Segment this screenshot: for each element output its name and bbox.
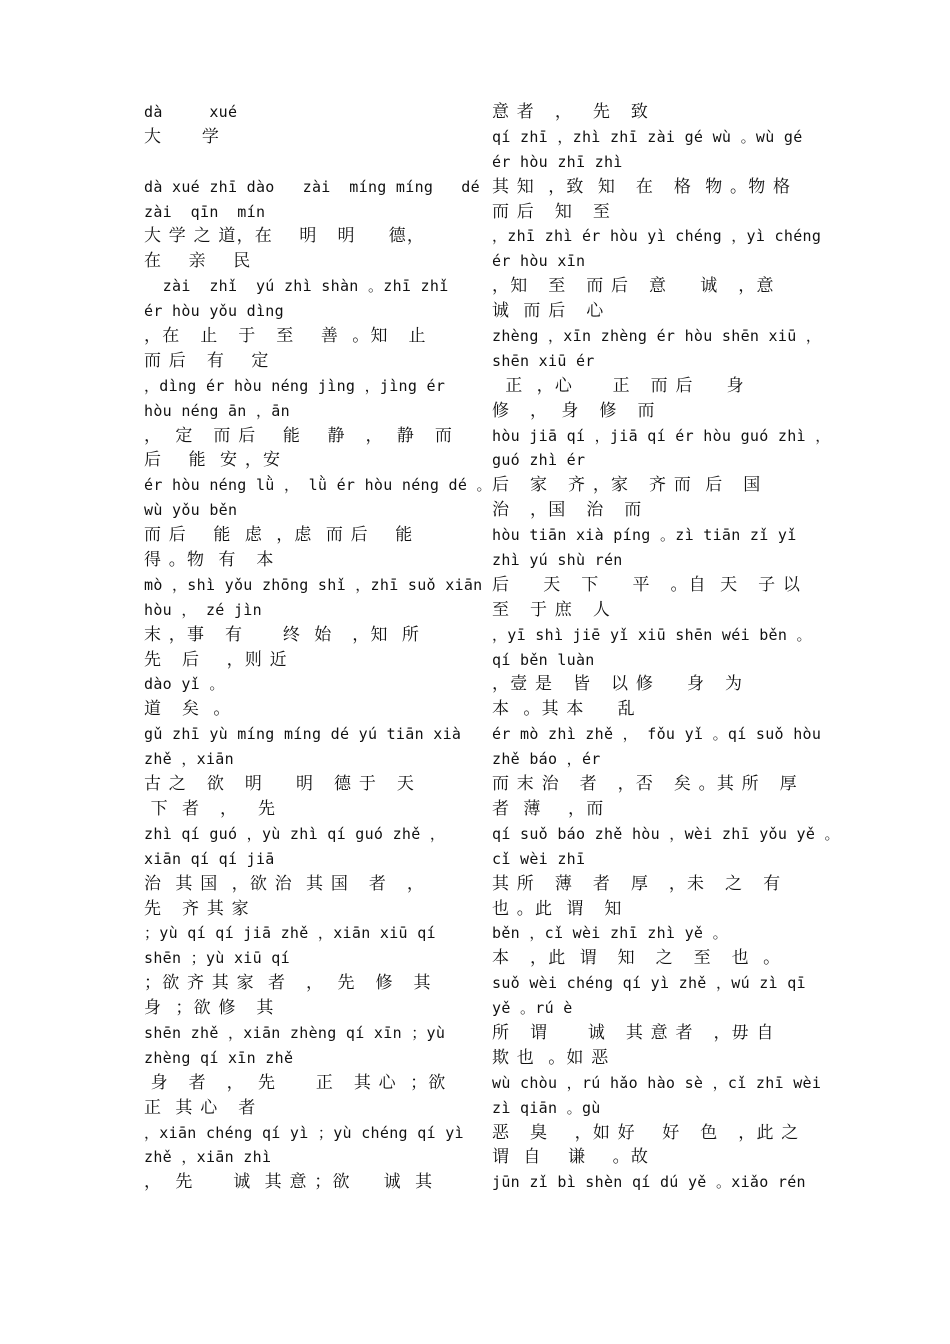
pinyin-line: zhì qí guó ，yù zhì qí guó zhě ，: [144, 824, 446, 843]
pinyin-line: zài zhǐ yú zhì shàn 。zhī zhǐ: [144, 277, 449, 296]
blank-line: [144, 150, 474, 175]
pinyin-line: zhě báo ，ér: [492, 750, 601, 769]
pinyin-line: ér hòu zhī zhì: [492, 152, 623, 171]
pinyin-line: dào yǐ 。: [144, 675, 225, 694]
pinyin-line: ，yī shì jiē yǐ xiū shēn wéi běn 。: [492, 625, 812, 644]
hanzi-line: 谓 自 谦 。故: [492, 1147, 650, 1168]
pinyin-line: hòu néng ān ，ān: [144, 401, 290, 420]
pinyin-line: shēn ；yù xiū qí: [144, 949, 290, 968]
hanzi-line: 正 ，心 正 而 后 身: [492, 375, 745, 396]
hanzi-line: 身 者 ， 先 正 其 心 ；欲: [144, 1072, 447, 1093]
pinyin-line: jūn zǐ bì shèn qí dú yě 。xiǎo rén: [492, 1173, 806, 1192]
pinyin-line: qí zhī ，zhì zhī zài gé wù 。wù gé: [492, 127, 803, 146]
hanzi-line: ， 先 诚 其 意 ；欲 诚 其: [144, 1172, 434, 1193]
pinyin-line: wù yǒu běn: [144, 501, 238, 520]
pinyin-line: cǐ wèi zhī: [492, 849, 586, 868]
pinyin-line: zhě ，xiān: [144, 750, 234, 769]
hanzi-line: 道 矣 。: [144, 699, 232, 720]
hanzi-line: 意 者 ， 先 致: [492, 102, 650, 122]
pinyin-line: zhèng ，xīn zhèng ér hòu shēn xiū ，: [492, 327, 822, 346]
hanzi-line: ，壹 是 皆 以 修 身 为: [492, 674, 744, 695]
hanzi-line: 后 能 安 ，安: [144, 450, 282, 471]
pinyin-line: zhèng qí xīn zhě: [144, 1048, 294, 1067]
hanzi-line: 先 齐 其 家: [144, 898, 250, 919]
pinyin-line: ér hòu xīn: [492, 252, 586, 271]
pinyin-line: xiān qí qí jiā: [144, 849, 275, 868]
hanzi-line: 在 亲 民: [144, 251, 252, 272]
pinyin-line: ér mò zhì zhě ， fǒu yǐ 。qí suǒ hòu: [492, 725, 822, 744]
pinyin-line: ér hòu néng lǜ ， lǜ ér hòu néng dé 。: [144, 476, 492, 495]
pinyin-line: qí běn luàn: [492, 650, 595, 669]
hanzi-line: 末 ，事 有 终 始 ，知 所: [144, 624, 421, 645]
hanzi-line: ，在 止 于 至 善 。知 止: [144, 326, 427, 347]
hanzi-line: 后 家 齐 ，家 齐 而 后 国: [492, 475, 762, 496]
hanzi-line: ， 定 而 后 能 静 ， 静 而: [144, 425, 454, 446]
pinyin-line: hòu ， zé jìn: [144, 600, 262, 619]
pinyin-line: ér hòu yǒu dìng: [144, 302, 284, 321]
pinyin-line: wù chòu ，rú hǎo hào sè ，cǐ zhī wèi: [492, 1073, 822, 1092]
pinyin-line: shēn zhě ，xiān zhèng qí xīn ；yù: [144, 1023, 446, 1042]
pinyin-line: shēn xiū ér: [492, 351, 595, 370]
hanzi-line: 修 ， 身 修 而: [492, 400, 656, 421]
hanzi-line: 其 所 薄 者 厚 ，未 之 有: [492, 873, 782, 894]
hanzi-line: 而 后 知 至: [492, 201, 612, 222]
hanzi-line: 恶 臭 ，如 好 好 色 ，此 之: [492, 1122, 800, 1143]
pinyin-line: yě 。rú è: [492, 999, 573, 1018]
pinyin-line: ，zhī zhì ér hòu yì chéng ，yì chéng: [492, 227, 822, 246]
pinyin-line: zhě ，xiān zhì: [144, 1148, 272, 1167]
pinyin-line: zì qiān 。gù: [492, 1098, 601, 1117]
hanzi-line: 本 。其 本 乱: [492, 699, 636, 720]
hanzi-line: 本 ，此 谓 知 之 至 也 。: [492, 948, 782, 969]
pinyin-line: suǒ wèi chéng qí yì zhě ，wú zì qī: [492, 974, 806, 993]
hanzi-line: 大 学 之 道，在 明 明 德，: [144, 226, 426, 247]
pinyin-line: gǔ zhī yù míng míng dé yú tiān xià: [144, 725, 462, 744]
pinyin-line: běn ，cǐ wèi zhī zhì yě 。: [492, 924, 728, 943]
hanzi-line: 治 其 国 ，欲 治 其 国 者 ，: [144, 873, 426, 894]
hanzi-line: 诚 而 后 心: [492, 301, 605, 322]
pinyin-line: guó zhì ér: [492, 451, 586, 470]
hanzi-line: 欺 也 。如 恶: [492, 1047, 610, 1068]
hanzi-line: 而 末 治 者 ，否 矣 。其 所 厚: [492, 774, 798, 795]
pinyin-line: zhì yú shù rén: [492, 551, 623, 570]
hanzi-line: 而 后 能 虑 ，虑 而 后 能: [144, 525, 414, 546]
hanzi-line: 下 者 ， 先: [144, 798, 277, 819]
pinyin-line: ，dìng ér hòu néng jìng ，jìng ér: [144, 376, 446, 395]
hanzi-line: 正 其 心 者: [144, 1097, 257, 1118]
pinyin-line: qí suǒ báo zhě hòu ，wèi zhī yǒu yě 。: [492, 824, 840, 843]
hanzi-line: 而 后 有 定: [144, 350, 270, 371]
hanzi-line: 也 。此 谓 知: [492, 898, 623, 919]
left-text-column: [144, 100, 492, 1195]
hanzi-line: 者 薄 ，而: [492, 798, 605, 819]
pinyin-line: hòu tiān xià píng 。zì tiān zǐ yǐ: [492, 526, 797, 545]
hanzi-line: 大 学: [144, 126, 221, 147]
pinyin-line: dà xué: [144, 103, 238, 121]
pinyin-line: ；yù qí qí jiā zhě ，xiān xiū qí: [144, 924, 436, 943]
hanzi-line: 身 ；欲 修 其: [144, 998, 275, 1019]
pinyin-line: zài qīn mín: [144, 202, 266, 221]
hanzi-line: 所 谓 诚 其 意 者 ，毋 自: [492, 1022, 775, 1043]
hanzi-line: 得 。物 有 本: [144, 550, 275, 571]
right-text-column: [492, 100, 840, 1195]
hanzi-line: 先 后 ，则 近: [144, 649, 288, 670]
pinyin-line: mò ，shì yǒu zhōng shǐ ，zhī suǒ xiān: [144, 575, 483, 594]
pinyin-line: hòu jiā qí ，jiā qí ér hòu guó zhì ，: [492, 426, 831, 445]
pinyin-line: dà xué zhī dào zài míng míng dé: [144, 177, 480, 196]
hanzi-line: 古 之 欲 明 明 德 于 天: [144, 774, 416, 795]
hanzi-line: ；欲 齐 其 家 者 ， 先 修 其: [144, 973, 432, 994]
hanzi-line: 后 天 下 平 。自 天 子 以: [492, 574, 802, 595]
hanzi-line: 其 知 ，致 知 在 格 物 。物 格: [492, 176, 792, 197]
hanzi-line: 治 ，国 治 而: [492, 500, 643, 521]
pinyin-line: ，xiān chéng qí yì ；yù chéng qí yì: [144, 1123, 464, 1142]
hanzi-line: ，知 至 而 后 意 诚 ，意: [492, 276, 775, 297]
hanzi-line: 至 于 庶 人: [492, 599, 612, 620]
